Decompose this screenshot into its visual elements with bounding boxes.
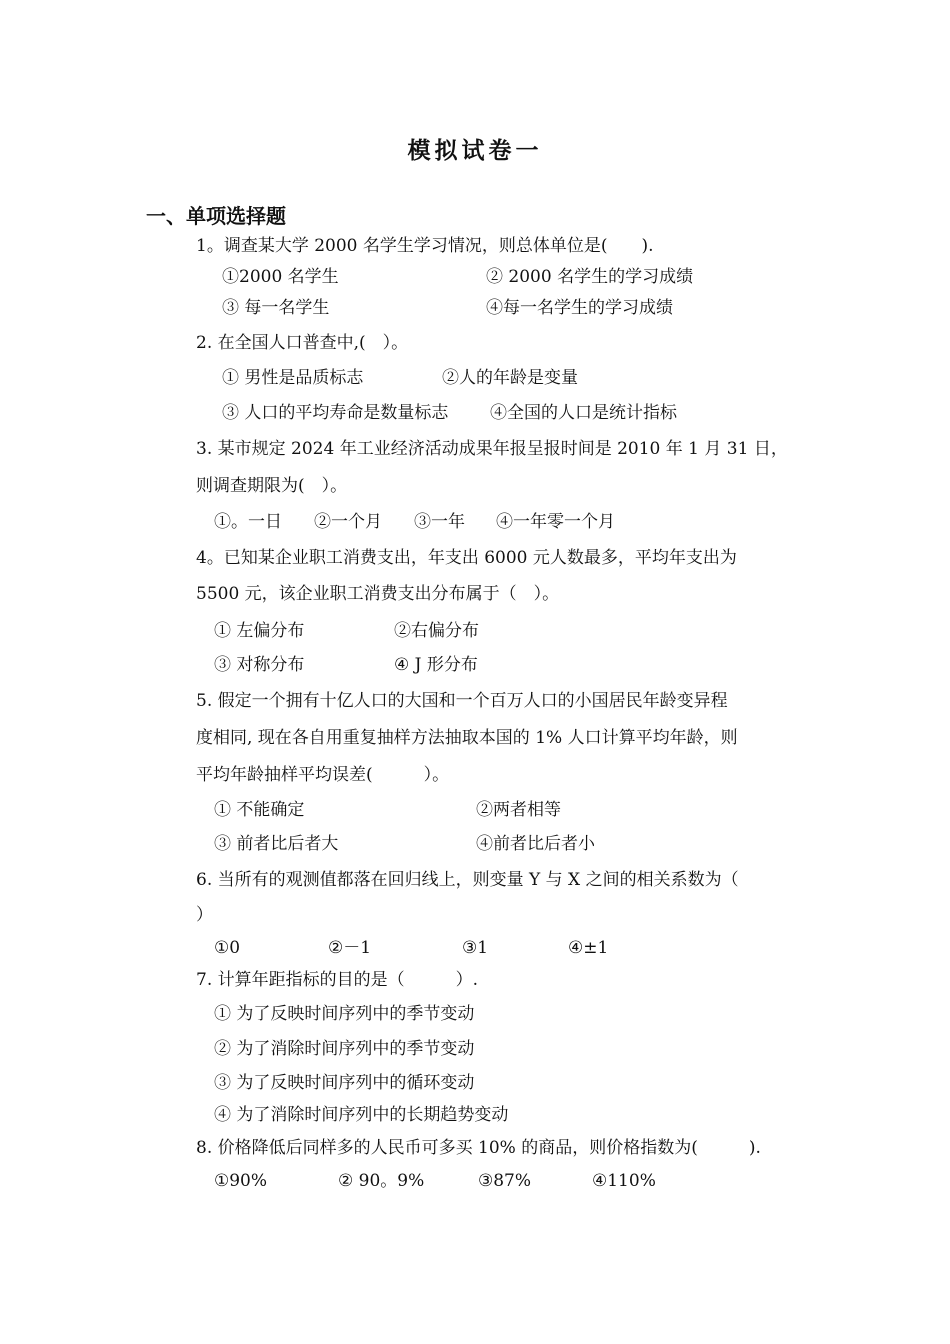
question-4-option-3: ③ 对称分布 bbox=[214, 655, 305, 675]
question-3-option-1: ①。一日 bbox=[214, 512, 282, 532]
question-8-option-4: ④110% bbox=[592, 1171, 656, 1191]
question-3-stem-line-1: 3. 某市规定 2024 年工业经济活动成果年报呈报时间是 2010 年 1 月 31 日， bbox=[196, 439, 788, 459]
question-2-option-3: ③ 人口的平均寿命是数量标志 bbox=[222, 403, 449, 423]
question-3-option-4: ④一年零一个月 bbox=[496, 512, 615, 532]
question-6-stem-line-2: ） bbox=[196, 905, 213, 925]
question-3-option-3: ③一年 bbox=[414, 512, 465, 532]
question-6-stem-line-1: 6. 当所有的观测值都落在回归线上，则变量 Y 与 X 之间的相关系数为（ bbox=[196, 870, 739, 890]
question-7-stem: 7. 计算年距指标的目的是（ ）. bbox=[196, 970, 479, 990]
question-5-stem-line-2: 度相同, 现在各自用重复抽样方法抽取本国的 1% 人口计算平均年龄，则 bbox=[196, 728, 738, 748]
question-4-option-4: ④ J 形分布 bbox=[394, 655, 478, 675]
question-5-option-3: ③ 前者比后者大 bbox=[214, 834, 339, 854]
question-4-stem-line-2: 5500 元，该企业职工消费支出分布属于（ ）。 bbox=[196, 584, 560, 604]
question-2-stem: 2. 在全国人口普查中,( ）。 bbox=[196, 333, 409, 353]
question-6-option-4: ④±1 bbox=[568, 938, 609, 958]
question-6-option-2: ②－1 bbox=[328, 938, 372, 958]
question-8-option-1: ①90% bbox=[214, 1171, 268, 1191]
question-2-option-4: ④全国的人口是统计指标 bbox=[490, 403, 677, 423]
question-6-option-1: ①0 bbox=[214, 938, 241, 958]
question-1-option-2: ② 2000 名学生的学习成绩 bbox=[486, 267, 694, 287]
question-7-option-3: ③ 为了反映时间序列中的循环变动 bbox=[214, 1073, 475, 1093]
question-7-option-4: ④ 为了消除时间序列中的长期趋势变动 bbox=[214, 1105, 509, 1125]
question-4-option-1: ① 左偏分布 bbox=[214, 621, 305, 641]
question-8-option-2: ② 90。9% bbox=[338, 1171, 425, 1191]
section-heading: 一、单项选择题 bbox=[146, 204, 286, 228]
question-5-stem-line-1: 5. 假定一个拥有十亿人口的大国和一个百万人口的小国居民年龄变异程 bbox=[196, 691, 728, 711]
question-5-option-1: ① 不能确定 bbox=[214, 800, 305, 820]
question-5-option-2: ②两者相等 bbox=[476, 800, 561, 820]
question-8-stem: 8. 价格降低后同样多的人民币可多买 10% 的商品，则价格指数为( ). bbox=[196, 1138, 761, 1158]
question-1-option-4: ④每一名学生的学习成绩 bbox=[486, 298, 673, 318]
question-5-stem-line-3: 平均年龄抽样平均误差( ）。 bbox=[196, 765, 450, 785]
question-4-stem-line-1: 4。已知某企业职工消费支出，年支出 6000 元人数最多，平均年支出为 bbox=[196, 548, 737, 568]
question-3-option-2: ②一个月 bbox=[314, 512, 382, 532]
question-8-option-3: ③87% bbox=[478, 1171, 532, 1191]
question-7-option-2: ② 为了消除时间序列中的季节变动 bbox=[214, 1039, 475, 1059]
question-2-option-1: ① 男性是品质标志 bbox=[222, 368, 364, 388]
question-3-stem-line-2: 则调查期限为( ）。 bbox=[196, 476, 348, 496]
question-6-option-3: ③1 bbox=[462, 938, 489, 958]
question-4-option-2: ②右偏分布 bbox=[394, 621, 479, 641]
question-2-option-2: ②人的年龄是变量 bbox=[442, 368, 578, 388]
question-5-option-4: ④前者比后者小 bbox=[476, 834, 595, 854]
question-1-option-1: ①2000 名学生 bbox=[222, 267, 339, 287]
question-1-option-3: ③ 每一名学生 bbox=[222, 298, 330, 318]
question-7-option-1: ① 为了反映时间序列中的季节变动 bbox=[214, 1004, 475, 1024]
page-title: 模拟试卷一 bbox=[407, 138, 543, 164]
question-1-stem: 1。调查某大学 2000 名学生学习情况，则总体单位是( ). bbox=[196, 236, 654, 256]
